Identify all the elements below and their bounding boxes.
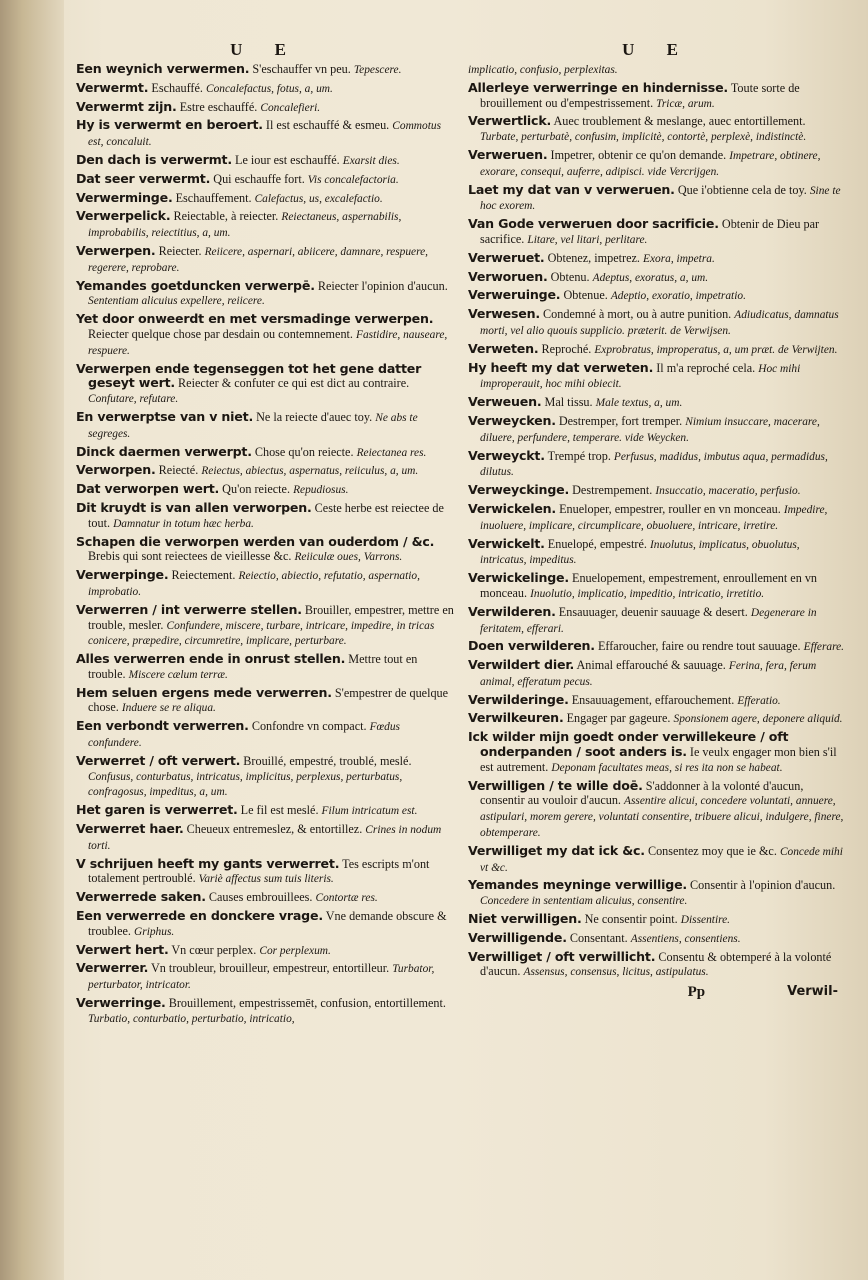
- headword: Verwilligen / te wille doē.: [468, 777, 643, 793]
- latin-gloss: Reiectus, abiectus, aspernatus, reiiculus, a, um.: [201, 465, 419, 478]
- latin-gloss: Deponam facultates meas, si res ita non se habeat.: [551, 761, 783, 774]
- dictionary-entry: [76, 996, 454, 1027]
- dictionary-entry: [76, 81, 454, 97]
- latin-gloss: Damnatur in totum hæc herba.: [113, 517, 254, 530]
- latin-gloss: Commotus est, concaluit.: [88, 120, 442, 149]
- latin-gloss: Fœdus confundere.: [88, 721, 400, 750]
- dictionary-entry: [76, 153, 454, 169]
- latin-gloss: Reiiculæ oues, Varrons.: [294, 551, 403, 564]
- dictionary-entry: [468, 779, 846, 841]
- dictionary-entry: [468, 502, 846, 534]
- french-gloss: Mettre tout en trouble.: [88, 652, 418, 681]
- french-gloss: Eschauffé.: [151, 80, 203, 95]
- latin-gloss: Calefactus, us, excalefactio.: [254, 192, 383, 205]
- latin-gloss: Degenerare in feritatem, efferari.: [480, 606, 817, 635]
- french-gloss: Consentir à l'opinion d'aucun.: [690, 878, 836, 893]
- headword: Verweten.: [468, 340, 539, 356]
- latin-gloss: Adeptus, exoratus, a, um.: [592, 271, 709, 284]
- french-gloss: Obtenue.: [563, 288, 608, 303]
- french-gloss: Confondre vn compact.: [251, 719, 367, 734]
- dictionary-entry: [468, 361, 846, 393]
- headword: Verwermingе.: [76, 189, 173, 205]
- latin-gloss: Assentire alicui, concedere voluntati, annuere, astipulari, morem gerere, voluntati consentire, tribuere alicui, indulgere, finere, obtemperare.: [480, 795, 844, 840]
- dictionary-entry: [468, 81, 846, 112]
- french-gloss: Vne demande obscure & troublee.: [88, 909, 447, 938]
- headword: Verweruet.: [468, 249, 545, 265]
- two-column-layout: [76, 38, 846, 1030]
- latin-gloss: Repudiosus.: [293, 484, 349, 497]
- headword: Verwickelt.: [468, 535, 545, 551]
- latin-gloss: Exprobratus, improperatus, a, um præt. de Verwijten.: [594, 343, 838, 356]
- latin-gloss: Impetrare, obtinere, exorare, consequi, auferre, adipisci. vide Vercrijgen.: [480, 149, 821, 178]
- running-head-left: U E: [230, 40, 300, 59]
- headword: Verwilderinge.: [468, 691, 569, 707]
- dictionary-entry: [76, 244, 454, 276]
- headword: Verworuen.: [468, 268, 548, 284]
- french-gloss: Chose qu'on reiecte.: [254, 444, 354, 459]
- french-gloss: Obtenez, impetrez.: [547, 250, 640, 265]
- headword: Schapen die verworpen werden van ouderdom / &c.: [76, 533, 435, 549]
- dictionary-entry: [76, 100, 454, 116]
- latin-gloss: Concalefieri.: [260, 101, 321, 114]
- french-gloss: Causes embrouillees.: [208, 890, 313, 905]
- latin-gloss: Inuolutus, implicatus, obuolutus, intricatus, impeditus.: [480, 538, 800, 567]
- dictionary-entry: [468, 62, 846, 78]
- latin-gloss: Reiectaneus, aspernabilis, improbabilis, reiectitius, a, um.: [88, 211, 402, 240]
- running-head-right: U E: [622, 40, 692, 59]
- headword: Doen verwilderen.: [468, 638, 595, 654]
- french-gloss: Brouiller, empestrer, mettre en trouble, mesler.: [88, 602, 454, 632]
- dictionary-entry: [468, 217, 846, 248]
- dictionary-entry: [468, 711, 846, 727]
- french-gloss: S'eschauffer vn peu.: [252, 62, 351, 76]
- french-gloss: Ne consentir point.: [584, 912, 678, 927]
- headword: Verwerren / int verwerre stellen.: [76, 601, 302, 617]
- latin-gloss: Ferina, fera, ferum animal, efferatum pecus.: [480, 660, 817, 688]
- latin-gloss: Filum intricatum est.: [321, 805, 418, 818]
- french-gloss: Reproché.: [541, 341, 592, 356]
- latin-gloss: Tepescere.: [353, 64, 402, 76]
- latin-gloss: Efferare.: [803, 641, 845, 654]
- french-gloss: Destrempement.: [572, 483, 653, 498]
- dictionary-entry: [76, 62, 454, 78]
- headword: Niet verwilligen.: [468, 911, 582, 927]
- dictionary-entry: [76, 719, 454, 751]
- latin-gloss: Assentiens, consentiens.: [630, 932, 741, 945]
- french-gloss: Tes escripts m'ont totalement pertroublé.: [88, 856, 430, 886]
- dictionary-entry: [468, 114, 846, 145]
- headword: Verwesen.: [468, 306, 540, 322]
- latin-gloss: Perfusus, madidus, imbutus aqua, permadidus, dilutus.: [480, 450, 828, 479]
- headword: Laet my dat van v verweruen.: [468, 181, 675, 197]
- french-gloss: Brouillé, empestré, troublé, meslé.: [243, 753, 412, 768]
- french-gloss: Ceste herbe est reiectee de tout.: [88, 500, 444, 530]
- dictionary-entry: [468, 449, 846, 481]
- headword: Verwickelen.: [468, 500, 557, 516]
- dictionary-entry: [76, 209, 454, 241]
- headword: Den dach is verwermt.: [76, 151, 232, 167]
- latin-gloss: Turbate, perturbatè, confusim, implicitè, contortè, perplexè, indistinctè.: [480, 131, 807, 144]
- headword: Verwerrede saken.: [76, 889, 206, 905]
- latin-gloss: Dissentire.: [680, 914, 731, 927]
- french-gloss: Estre eschauffé.: [179, 99, 258, 114]
- latin-gloss: Sponsionem agere, deponere aliquid.: [673, 713, 843, 726]
- latin-gloss: Nimium insuccare, macerare, diluere, perfundere, temperare. vide Weycken.: [480, 415, 820, 444]
- headword: Verwilliget my dat ick &c.: [468, 842, 645, 858]
- headword: Verwerrer.: [76, 960, 149, 976]
- dictionary-entry: [468, 878, 846, 909]
- french-gloss: Trempé trop.: [547, 448, 611, 463]
- headword: Hy heeft my dat verweten.: [468, 359, 654, 375]
- latin-gloss: Confutare, refutare.: [88, 393, 179, 406]
- headword: Yemandes meyninge verwillige.: [468, 877, 687, 893]
- headword: Verwilkeuren.: [468, 710, 564, 726]
- dictionary-entry: [76, 961, 454, 993]
- headword: Verweycken.: [468, 412, 556, 428]
- headword: Verwilliget / oft verwillicht.: [468, 948, 656, 964]
- headword: Van Gode verweruen door sacrificie.: [468, 216, 719, 232]
- latin-gloss: Male textus, a, um.: [595, 397, 683, 410]
- headword: Allerleye verwerringe en hindernisse.: [468, 79, 729, 95]
- dictionary-entry: [76, 890, 454, 906]
- dictionary-entry: [468, 571, 846, 602]
- french-gloss: Reiectable, à reiecter.: [173, 209, 279, 224]
- french-gloss: Reiectement.: [171, 568, 236, 583]
- dictionary-entry: [468, 950, 846, 981]
- latin-gloss: Inuolutio, implicatio, impeditio, intricatio, irretitio.: [530, 587, 765, 600]
- french-gloss: Ensauuagement, effarouchement.: [571, 692, 735, 707]
- french-gloss: Que i'obtienne cela de toy.: [677, 182, 807, 197]
- left-column: [76, 38, 454, 1030]
- headword: Een verbondt verwerren.: [76, 718, 249, 734]
- headword: Verwilderen.: [468, 603, 556, 619]
- dictionary-entry: [76, 463, 454, 479]
- dictionary-entry: [76, 501, 454, 532]
- latin-gloss: Exora, impetra.: [643, 252, 715, 265]
- headword: Verwert hert.: [76, 941, 169, 957]
- signature-mark: Pp: [687, 984, 706, 1001]
- french-gloss: Qu'on reiecte.: [222, 482, 291, 497]
- headword: Verweyckt.: [468, 447, 545, 463]
- headword: Verweruen.: [468, 146, 548, 162]
- latin-gloss: Impedire, inuoluere, implicare, circumplicare, obuoluere, intricare, irretire.: [480, 503, 828, 532]
- latin-gloss: Tricæ, arum.: [656, 97, 715, 110]
- dictionary-entry: [468, 270, 846, 286]
- dictionary-entry: [76, 803, 454, 819]
- french-gloss: Vn troubleur, brouilleur, empestreur, entortilleur.: [150, 961, 390, 976]
- french-gloss: Cheueux entremeslez, & entortillez.: [186, 822, 363, 837]
- dictionary-entry: [468, 605, 846, 637]
- french-gloss: Reiecter quelque chose par desdain ou contemnement.: [88, 326, 353, 341]
- latin-gloss: Turbator, perturbator, intricator.: [88, 963, 435, 992]
- headword: Verwerpen.: [76, 242, 156, 258]
- french-gloss: Il m'a reproché cela.: [656, 360, 756, 375]
- latin-gloss: Contortæ res.: [315, 892, 378, 905]
- latin-gloss: Reiicere, aspernari, abiicere, damnare, respuere, regerere, reprobare.: [88, 245, 429, 274]
- dictionary-entry: [468, 307, 846, 339]
- french-gloss: Consentant.: [569, 930, 628, 945]
- right-column: [468, 38, 846, 1030]
- french-gloss: Ensauuager, deuenir sauuage & desert.: [558, 604, 748, 619]
- headword: Verwerpinge.: [76, 567, 169, 583]
- latin-gloss: Turbatio, conturbatio, perturbatio, intricatio,: [88, 1012, 295, 1025]
- french-gloss: Eschauffement.: [175, 190, 252, 205]
- right-entries: [468, 62, 846, 980]
- dictionary-entry: [468, 639, 846, 655]
- latin-gloss: Reiectanea res.: [356, 446, 427, 459]
- french-gloss: Destremper, fort tremper.: [558, 413, 683, 428]
- dictionary-entry: [468, 414, 846, 446]
- headword: Dat verworpen wert.: [76, 481, 220, 497]
- headword: Yet door onweerdt en met versmadinge verwerpen.: [76, 311, 434, 327]
- headword: Verweruinge.: [468, 287, 561, 303]
- headword: V schrijuen heeft my gants verwerret.: [76, 855, 340, 871]
- headword: Yemandes goetduncken verwerpē.: [76, 277, 315, 293]
- french-gloss: S'addonner à la volonté d'aucun, consentir au vouloir d'aucun.: [480, 778, 804, 808]
- dictionary-entry: [76, 482, 454, 498]
- headword: Verwerpen ende tegenseggen tot het gene datter geseyt wert.: [76, 360, 422, 391]
- headword: Dit kruydt is van allen verworpen.: [76, 499, 312, 515]
- french-gloss: Mal tissu.: [544, 395, 593, 410]
- dictionary-entry: [76, 822, 454, 854]
- dictionary-entry: [468, 693, 846, 709]
- french-gloss: Condemné à mort, ou à autre punition.: [543, 307, 732, 322]
- headword: Verwickelinge.: [468, 570, 569, 586]
- french-gloss: Le fil est meslé.: [240, 803, 319, 818]
- latin-gloss: Crines in nodum torti.: [88, 824, 442, 852]
- headword: Dinck daermen verwerpt.: [76, 443, 252, 459]
- latin-gloss: Insuccatio, maceratio, perfusio.: [655, 485, 801, 498]
- dictionary-entry: [468, 912, 846, 928]
- french-gloss: Animal effarouché & sauuage.: [576, 658, 726, 673]
- latin-gloss: Vis concalefactoria.: [307, 173, 399, 186]
- dictionary-entry: [76, 279, 454, 310]
- french-gloss: Obtenu.: [550, 269, 590, 284]
- dictionary-entry: [76, 568, 454, 600]
- french-gloss: Auec troublement & meslange, auec entortillement.: [553, 114, 806, 129]
- latin-gloss: Concedere in sententiam alicuius, consentire.: [480, 895, 688, 908]
- latin-gloss: Adiudicatus, damnatus morti, vel alio quouis supplicio. præterit. de Verwijsen.: [480, 309, 839, 337]
- headword: Alles verwerren ende in onrust stellen.: [76, 651, 346, 667]
- dictionary-entry: [76, 686, 454, 717]
- french-gloss: Consentez moy que ie &c.: [647, 843, 777, 858]
- french-gloss: Enuelopé, empestré.: [547, 536, 647, 551]
- dictionary-entry: [468, 537, 846, 569]
- french-gloss: Toute sorte de brouillement ou d'empestrissement.: [480, 80, 800, 110]
- french-gloss: Effaroucher, faire ou rendre tout sauuage.: [597, 639, 801, 654]
- dictionary-entry: [76, 652, 454, 683]
- dictionary-entry: [76, 362, 454, 407]
- latin-gloss: Adeptio, exoratio, impetratio.: [610, 290, 746, 303]
- dictionary-entry: [76, 857, 454, 888]
- latin-gloss: implicatio, confusio, perplexitas.: [468, 64, 618, 76]
- headword: Verwerringe.: [76, 995, 166, 1011]
- french-gloss: Engager par gageure.: [566, 711, 671, 726]
- latin-gloss: Sententiam alicuius expellere, reiicere.: [88, 295, 265, 308]
- french-gloss: Le iour est eschauffé.: [235, 152, 340, 167]
- headword: Hy is verwermt en beroert.: [76, 117, 263, 133]
- page-gutter-shadow: [0, 0, 64, 1280]
- headword: Dat seer verwermt.: [76, 170, 211, 186]
- dictionary-entry: [468, 288, 846, 304]
- headword: Verwilligende.: [468, 929, 567, 945]
- headword: Verwermt.: [76, 79, 149, 95]
- dictionary-entry: [76, 118, 454, 150]
- french-gloss: Qui eschauffe fort.: [213, 171, 305, 186]
- french-gloss: Consentu & obtemperé à la volonté d'aucun.: [480, 949, 832, 979]
- latin-gloss: Concalefactus, fotus, a, um.: [205, 82, 333, 95]
- dictionary-entry: [468, 483, 846, 499]
- latin-gloss: Variè affectus sum tuis literis.: [198, 873, 334, 886]
- french-gloss: Vn cœur perplex.: [171, 942, 257, 957]
- dictionary-entry: [468, 730, 846, 775]
- latin-gloss: Cor perplexum.: [259, 944, 331, 957]
- dictionary-entry: [468, 183, 846, 215]
- french-gloss: Reiecter l'opinion d'aucun.: [317, 278, 448, 293]
- headword: Verwerpelick.: [76, 208, 171, 224]
- headword: Verwerret / oft verwert.: [76, 752, 241, 768]
- headword: Verwermt zijn.: [76, 98, 177, 114]
- headword: Hem seluen ergens mede verwerren.: [76, 684, 332, 700]
- page-footer: [468, 984, 846, 1001]
- french-gloss: Enueloper, empestrer, rouller en vn monceau.: [559, 501, 781, 516]
- dictionary-entry: [76, 312, 454, 358]
- latin-gloss: Fastidire, nauseare, respuere.: [88, 328, 448, 357]
- dictionary-entry: [468, 931, 846, 947]
- dictionary-entry: [76, 754, 454, 800]
- headword: Een weynich verwermen.: [76, 61, 250, 76]
- latin-gloss: Efferatio.: [737, 694, 781, 707]
- headword: Verworpen.: [76, 462, 156, 478]
- dictionary-entry: [76, 191, 454, 207]
- headword: Verweyckinge.: [468, 482, 570, 498]
- dictionary-entry: [76, 535, 454, 566]
- dictionary-entry: [468, 342, 846, 358]
- dictionary-entry: [76, 172, 454, 188]
- french-gloss: Ne la reiecte d'auec toy.: [256, 409, 373, 424]
- latin-gloss: Hoc mihi improperauit, hoc mihi obiecit.: [480, 362, 801, 391]
- latin-gloss: Miscere cælum terræ.: [128, 668, 228, 681]
- dictionary-entry: [468, 148, 846, 180]
- dictionary-entry: [76, 445, 454, 461]
- dictionary-entry: [468, 844, 846, 876]
- headword: Verwertlick.: [468, 113, 552, 129]
- catchword: Verwil-: [787, 984, 838, 1000]
- headword: Verwerret haer.: [76, 821, 184, 837]
- french-gloss: Reiecter.: [158, 243, 202, 258]
- french-gloss: S'empestrer de quelque chose.: [88, 685, 449, 715]
- french-gloss: Brouillement, empestrissemēt, confusion, entortillement.: [168, 996, 446, 1011]
- french-gloss: Reiecter & confuter ce qui est dict au contraire.: [178, 376, 410, 391]
- latin-gloss: Confusus, conturbatus, intricatus, implicitus, perplexus, perturbatus, confragosus, impeditus, a, um.: [88, 770, 403, 799]
- latin-gloss: Induere se re aliqua.: [121, 702, 216, 715]
- headword: Ick wilder mijn goedt onder verwillekeure / oft onderpanden / soot anders is.: [468, 729, 789, 760]
- dictionary-entry: [468, 395, 846, 411]
- left-entries: [76, 62, 454, 1027]
- headword: Het garen is verwerret.: [76, 802, 238, 818]
- french-gloss: Obtenir de Dieu par sacrifice.: [480, 217, 820, 246]
- french-gloss: Reiecté.: [158, 463, 199, 478]
- latin-gloss: Reiectio, abiectio, refutatio, aspernatio, improbatio.: [88, 570, 420, 598]
- french-gloss: Ie veulx engager mon bien s'il est autrement.: [480, 745, 837, 774]
- latin-gloss: Griphus.: [134, 925, 175, 938]
- latin-gloss: Sine te hoc exorem.: [480, 184, 841, 213]
- dictionary-entry: [76, 410, 454, 442]
- dictionary-entry: [76, 603, 454, 649]
- dictionary-entry: [468, 251, 846, 267]
- headword: En verwerptse van v niet.: [76, 408, 254, 424]
- latin-gloss: Litare, vel litari, perlitare.: [527, 233, 648, 246]
- headword: Een verwerrede en donckere vrage.: [76, 908, 323, 924]
- dictionary-entry: [468, 658, 846, 690]
- french-gloss: Il est eschauffé & esmeu.: [265, 118, 390, 133]
- french-gloss: Impetrer, obtenir ce qu'on demande.: [550, 147, 727, 162]
- headword: Verweuen.: [468, 394, 542, 410]
- dictionary-entry: [76, 943, 454, 959]
- headword: Verwildert dier.: [468, 657, 575, 673]
- french-gloss: Enuelopement, empestrement, enroullement en vn monceau.: [480, 571, 818, 600]
- latin-gloss: Confundere, miscere, turbare, intricare, impedire, in tricas conicere, præpedire, circumretire, implicare, perturbare.: [88, 619, 435, 648]
- latin-gloss: Ne abs te segreges.: [88, 411, 418, 440]
- latin-gloss: Concede mihi vt &c.: [480, 845, 843, 874]
- french-gloss: Brebis qui sont reiectees de vieillesse &c.: [88, 549, 292, 564]
- latin-gloss: Exarsit dies.: [342, 154, 400, 167]
- latin-gloss: Assensus, consensus, licitus, astipulatus.: [523, 966, 709, 979]
- dictionary-entry: [76, 909, 454, 940]
